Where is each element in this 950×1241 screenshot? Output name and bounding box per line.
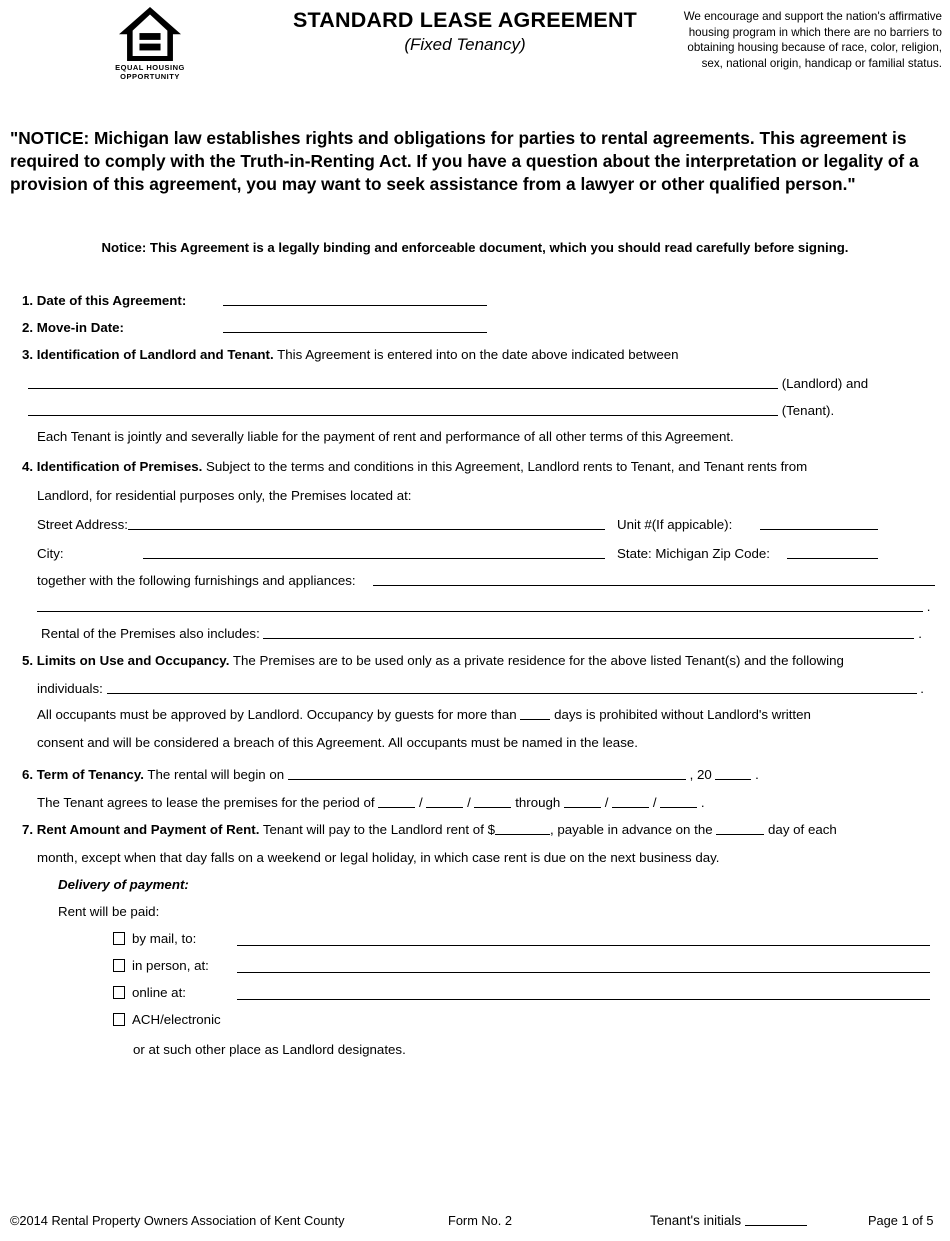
slash-3: / [604, 795, 609, 810]
furnishings-label: together with the following furnishings and appliances: [37, 573, 356, 588]
item5-intro-text: The Premises are to be used only as a private residence for the above listed Tenant(s) and the following [232, 653, 844, 668]
rent-amount-blank[interactable] [495, 823, 550, 835]
item4-number: 4. [22, 459, 34, 474]
period-start-year-blank[interactable] [474, 796, 511, 808]
rental-includes-row [41, 625, 922, 642]
through-label: through [515, 795, 561, 810]
tenant-initials-blank[interactable] [745, 1214, 807, 1226]
tenant-initials-label: Tenant's initials [650, 1213, 742, 1228]
ach-option-label: ACH/electronic [132, 1012, 221, 1027]
in-person-option-label: in person, at: [132, 958, 209, 973]
in-person-location-blank[interactable] [237, 959, 930, 973]
rent-will-be-paid-label: Rent will be paid: [58, 904, 160, 919]
item4-intro2-row: Landlord, for residential purposes only, the Premises located at: [37, 488, 412, 503]
item3-intro-text: This Agreement is entered into on the date above indicated between [277, 347, 679, 362]
online-url-blank[interactable] [237, 986, 930, 1000]
year-prefix: , 20 [689, 767, 712, 782]
rental-begin-date-blank[interactable] [288, 768, 686, 780]
other-place-row: or at such other place as Landlord designates. [133, 1042, 406, 1057]
rent-text-3: day of each [768, 822, 837, 837]
period-end-day-blank[interactable] [612, 796, 649, 808]
unit-number-blank[interactable] [760, 516, 878, 530]
delivery-of-payment-heading: Delivery of payment: [58, 877, 189, 892]
item6-number: 6. [22, 767, 34, 782]
furnishings-continuation-row [37, 598, 930, 615]
item4-heading: Identification of Premises. [36, 459, 203, 474]
logo-caption: EQUAL HOUSING OPPORTUNITY [115, 63, 185, 81]
landlord-name-blank[interactable] [28, 377, 778, 389]
item1-label: Date of this Agreement: [36, 293, 187, 308]
equal-housing-house-icon [119, 7, 181, 61]
furnishings-end-punctuation: . [926, 599, 931, 614]
footer-copyright: ©2014 Rental Property Owners Association of Kent County [10, 1213, 345, 1228]
zip-code-blank[interactable] [787, 545, 878, 559]
item3-intro-row [22, 346, 679, 363]
item1-number: 1. [22, 293, 34, 308]
item1-row [22, 292, 928, 309]
state-zip-label: State: Michigan Zip Code: [617, 546, 770, 561]
online-checkbox[interactable] [113, 986, 125, 999]
street-address-blank[interactable] [128, 516, 605, 530]
payment-option-ach-row [113, 1011, 221, 1028]
unit-label: Unit #(If appicable): [617, 517, 733, 532]
city-blank[interactable] [143, 545, 605, 559]
lease-period-label: The Tenant agrees to lease the premises for the period of [37, 795, 375, 810]
joint-liability-row: Each Tenant is jointly and severally liable for the payment of rent and performance of all other terms of this Agreement. [37, 429, 734, 444]
equal-housing-logo [104, 7, 196, 81]
furnishings-blank-2[interactable] [37, 600, 923, 612]
payment-option-online-row [113, 984, 933, 1001]
guest-limit-text-1: All occupants must be approved by Landlord. Occupancy by guests for more than [37, 707, 517, 722]
landlord-name-row [28, 375, 868, 392]
city-label: City: [37, 546, 64, 561]
rent-due-day-blank[interactable] [716, 823, 764, 835]
online-option-label: online at: [132, 985, 186, 1000]
individuals-label: individuals: [37, 681, 103, 696]
period-start-month-blank[interactable] [378, 796, 415, 808]
furnishings-blank-1[interactable] [373, 572, 935, 586]
tenant-name-blank[interactable] [28, 404, 778, 416]
tenant-name-row [28, 402, 834, 419]
footer-initials-row [650, 1212, 807, 1229]
slash-2: / [467, 795, 471, 810]
lease-period-row [37, 794, 705, 811]
item2-label: Move-in Date: [36, 320, 124, 335]
item4-intro-row [22, 458, 807, 475]
rent-text-2: , payable in advance on the [549, 822, 713, 837]
fair-housing-statement: We encourage and support the nation's affirmative housing program in which there are no barriers to obtaining housing because of race, color, religion, sex, national origin, handicap or familial status. [683, 10, 942, 70]
rental-includes-blank[interactable] [263, 627, 914, 639]
binding-notice: Notice: This Agreement is a legally binding and enforceable document, which you should read carefully before signing. [101, 240, 849, 255]
period-end-year-blank[interactable] [660, 796, 697, 808]
mail-address-blank[interactable] [237, 932, 930, 946]
individuals-blank[interactable] [107, 682, 917, 694]
tenant-suffix: (Tenant). [781, 403, 835, 418]
item6-line2-end-dot: . [700, 795, 705, 810]
slash-4: / [652, 795, 657, 810]
rent-text-1: Tenant will pay to the Landlord rent of $ [262, 822, 495, 837]
payment-option-person-row [113, 957, 933, 974]
item7-heading: Rent Amount and Payment of Rent. [36, 822, 260, 837]
individuals-end-punctuation: . [920, 681, 924, 696]
period-start-day-blank[interactable] [426, 796, 463, 808]
item6-begin-row [22, 766, 759, 783]
mail-option-label: by mail, to: [132, 931, 197, 946]
consent-row: consent and will be considered a breach of this Agreement. All occupants must be named in the lease. [37, 735, 638, 750]
footer-form-number: Form No. 2 [448, 1213, 512, 1228]
in-person-checkbox[interactable] [113, 959, 125, 972]
rental-includes-end-punctuation: . [918, 626, 922, 641]
item3-number: 3. [22, 347, 34, 362]
move-in-date-blank[interactable] [223, 319, 487, 333]
truth-in-renting-notice: "NOTICE: Michigan law establishes rights and obligations for parties to rental agreements. This agreement is required to comply with the Truth-in-Renting Act. If you have a question about the interpretation or legality of a provision of this agreement, you may want to seek assistance from a lawyer or other qualified person." [10, 128, 919, 195]
footer-page-number: Page 1 of 5 [868, 1213, 934, 1228]
item2-number: 2. [22, 320, 34, 335]
agreement-date-blank[interactable] [223, 292, 487, 306]
street-address-label: Street Address: [37, 517, 128, 532]
item4-intro-text: Subject to the terms and conditions in this Agreement, Landlord rents to Tenant, and Tenant rents from [206, 459, 808, 474]
rental-begin-label: The rental will begin on [147, 767, 285, 782]
item7-number: 7. [22, 822, 34, 837]
payment-option-mail-row [113, 930, 933, 947]
mail-checkbox[interactable] [113, 932, 125, 945]
guest-limit-row [37, 706, 811, 723]
document-subtitle: (Fixed Tenancy) [404, 35, 526, 54]
individuals-row [37, 680, 924, 697]
item6-heading: Term of Tenancy. [36, 767, 144, 782]
rental-includes-label: Rental of the Premises also includes: [41, 626, 260, 641]
item7-rent-row [22, 821, 837, 838]
period-end-month-blank[interactable] [564, 796, 601, 808]
item2-row [22, 319, 928, 336]
document-title: STANDARD LEASE AGREEMENT [292, 8, 638, 32]
item5-number: 5. [22, 653, 34, 668]
guest-days-blank[interactable] [520, 708, 550, 720]
year-blank[interactable] [715, 768, 751, 780]
item3-heading: Identification of Landlord and Tenant. [36, 347, 274, 362]
item5-heading: Limits on Use and Occupancy. [36, 653, 230, 668]
ach-checkbox[interactable] [113, 1013, 125, 1026]
slash-1: / [418, 795, 423, 810]
item5-intro-row [22, 652, 844, 669]
landlord-suffix: (Landlord) and [781, 376, 869, 391]
guest-limit-text-2: days is prohibited without Landlord's written [554, 707, 811, 722]
rent-holiday-row: month, except when that day falls on a weekend or legal holiday, in which case rent is due on the next business day. [37, 850, 720, 865]
item6-end-dot: . [755, 767, 759, 782]
